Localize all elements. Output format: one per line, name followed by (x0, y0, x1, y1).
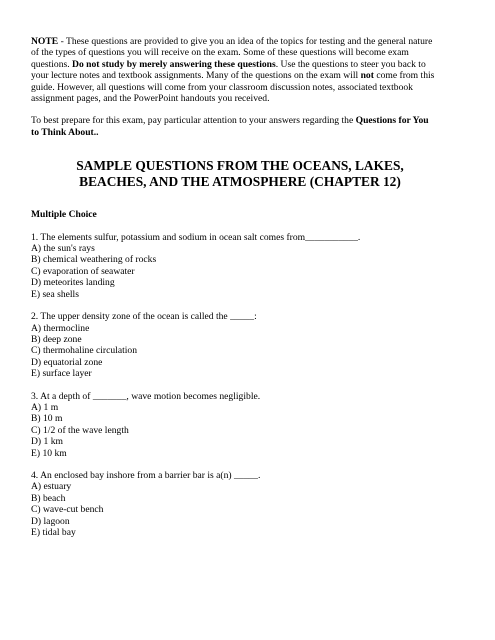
answer-option: E) 10 km (31, 447, 67, 459)
answer-option: E) tidal bay (31, 527, 76, 538)
answer-option: D) meteorites landing (31, 277, 115, 289)
answer-option: D) 1 km (31, 436, 63, 448)
question-stem: 3. At a depth of _______, wave motion becomes negligible. (31, 390, 261, 402)
question-4 (31, 470, 435, 538)
question-stem: 4. An enclosed bay inshore from a barrier bar is a(n) _____. (31, 469, 261, 481)
title-line-2: BEACHES, AND THE ATMOSPHERE (CHAPTER 12) (79, 174, 401, 190)
prep-paragraph (31, 115, 435, 138)
title-line-1: SAMPLE QUESTIONS FROM THE OCEANS, LAKES, (76, 158, 404, 174)
note-bold-2: not (360, 70, 374, 82)
answer-option: B) 10 m (31, 413, 63, 425)
answer-option: E) sea shells (31, 288, 79, 300)
answer-option: C) 1/2 of the wave length (31, 424, 129, 436)
question-stem: 2. The upper density zone of the ocean is called the _____: (31, 311, 257, 323)
answer-option: B) beach (31, 492, 66, 504)
question-3 (31, 391, 435, 459)
question-list (31, 232, 435, 539)
note-lead: NOTE (31, 36, 59, 47)
answer-option: D) lagoon (31, 515, 70, 527)
document-title (31, 158, 435, 190)
section-heading: Multiple Choice (31, 209, 97, 221)
answer-option: D) equatorial zone (31, 356, 103, 368)
note-text-1: - These questions are provided to give you an idea of the topics for testing and the general nature of the types of questions you will receive on the exam. Some of these questions will become exam questions. (31, 36, 433, 70)
answer-option: C) thermohaline circulation (31, 345, 138, 357)
answer-option: A) 1 m (31, 401, 59, 413)
answer-option: C) evaporation of seawater (31, 265, 135, 277)
prep-text: To best prepare for this exam, pay particular attention to your answers regarding the (31, 115, 356, 127)
question-stem: 1. The elements sulfur, potassium and sodium in ocean salt comes from___________. (31, 231, 361, 243)
answer-option: B) chemical weathering of rocks (31, 254, 157, 266)
note-paragraph (31, 36, 435, 104)
note-text-2: . Use the questions to steer you back to your lecture notes and textbook assignments. Many of the questions on the exam will (31, 58, 426, 82)
answer-option: B) deep zone (31, 333, 82, 345)
answer-option: A) estuary (31, 481, 72, 493)
prep-bold: Questions for You to Think About.. (31, 115, 429, 138)
note-text-3: come from this guide. However, all questions will come from your classroom discussion notes, associated textbook assignment pages, and the PowerPoint handouts you received. (31, 70, 435, 105)
note-bold-1: Do not study by merely answering these questions (72, 58, 276, 70)
answer-option: A) thermocline (31, 322, 90, 334)
answer-option: C) wave-cut bench (31, 504, 104, 516)
answer-option: E) surface layer (31, 368, 92, 380)
answer-option: A) the sun's rays (31, 243, 95, 255)
question-2 (31, 311, 435, 379)
question-1 (31, 232, 435, 300)
